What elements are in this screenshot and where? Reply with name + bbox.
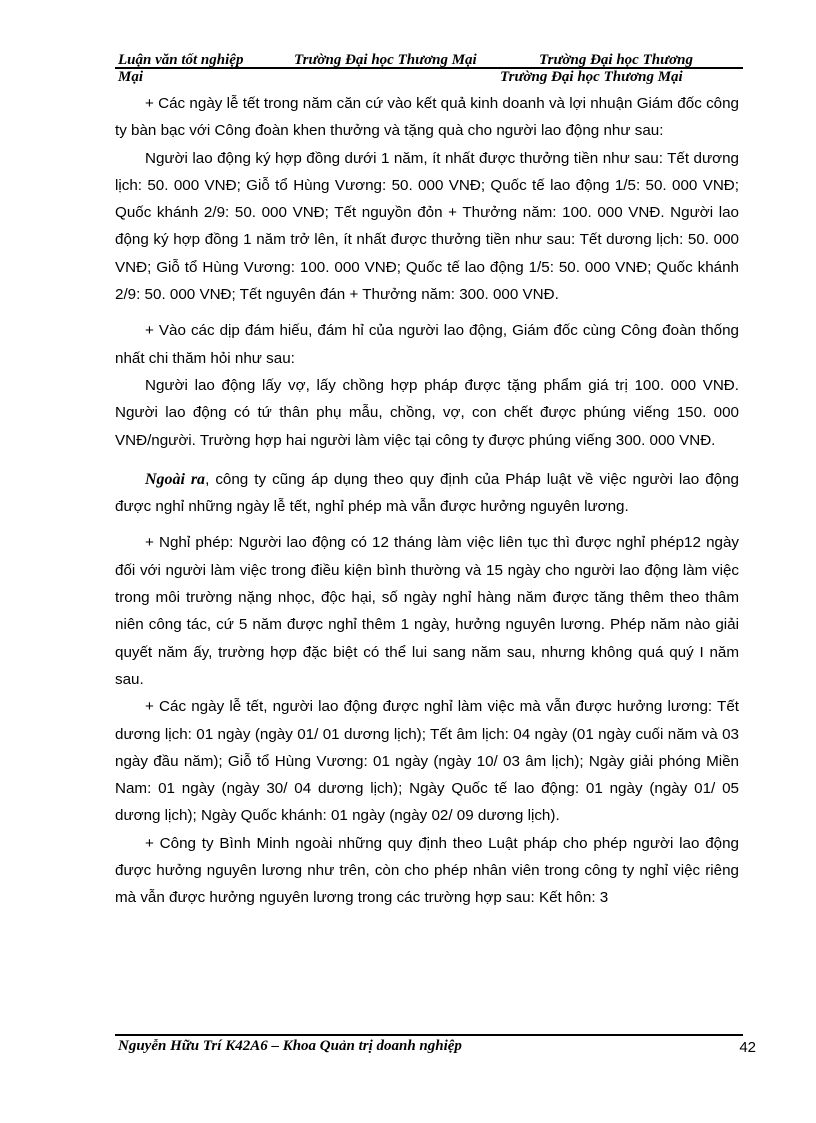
page-body bbox=[115, 90, 739, 912]
header-continuation: Mại bbox=[118, 69, 144, 85]
paragraph-personal-leave: + Công ty Bình Minh ngoài những quy định theo Luật pháp cho phép người lao động được hưởng nguyên lương như trên, còn cho phép nhân viên trong công ty nghỉ việc riêng mà vẫn được hưởng nguyên lương trong các trường hợp sau: Kết hôn: 3 bbox=[115, 834, 739, 907]
paragraph-condolence-intro: + Vào các dịp đám hiếu, đám hỉ của người lao động, Giám đốc cùng Công đoàn thống nhất chi thăm hỏi như sau: bbox=[115, 322, 739, 367]
paragraph-condolence-amounts: Người lao động lấy vợ, lấy chồng hợp pháp được tặng phẩm giá trị 100. 000 VNĐ. Người lao động có tứ thân phụ mẫu, chồng, vợ, con chết được phúng viếng 150. 000 VNĐ/người. Trường hợp hai người làm việc tại công ty được phúng viếng 300. 000 VNĐ. bbox=[115, 376, 739, 449]
header-university-2: Trường Đại học Thương bbox=[539, 52, 693, 68]
header-thesis-label: Luận văn tốt nghiệp bbox=[118, 52, 244, 68]
paragraph-text: , công ty cũng áp dụng theo quy định của Pháp luật về việc người lao động được nghỉ những ngày lễ tết, nghỉ phép mà vẫn được hưởng nguyên lương. bbox=[115, 470, 740, 516]
paragraph-public-holidays: + Các ngày lễ tết, người lao động được nghỉ làm việc mà vẫn được hưởng lương: Tết dương lịch: 01 ngày (ngày 01/ 01 dương lịch); Tết âm lịch: 04 ngày (01 ngày cuối năm và 03 ngày đầu năm); Giỗ tổ Hùng Vương: 01 ngày (ngày 10/ 03 âm lịch); Ngày giải phóng Miền Nam: 01 ngày (ngày 30/ 04 dương lịch); Ngày Quốc tế lao động: 01 ngày (ngày 01/ 05 dương lịch); Ngày Quốc khánh: 01 ngày (ngày 02/ 09 dương lịch). bbox=[115, 698, 739, 825]
paragraph-holiday-bonus-intro: + Các ngày lễ tết trong năm căn cứ vào kết quả kinh doanh và lợi nhuận Giám đốc công ty bàn bạc với Công đoàn khen thưởng và tặng quà cho người lao động như sau: bbox=[115, 95, 739, 140]
paragraph-bonus-amounts: Người lao động ký hợp đồng dưới 1 năm, ít nhất được thưởng tiền như sau: Tết dương lịch: 50. 000 VNĐ; Giỗ tổ Hùng Vương: 50. 000 VNĐ; Quốc tế lao động 1/5: 50. 000 VNĐ; Quốc khánh 2/9: 50. 000 VNĐ; Tết nguyồn đỏn + Thưởng năm: 100. 000 VNĐ. Người lao động ký hợp đồng 1 năm trở lên, ít nhất được thưởng tiền như sau: Tết dương lịch: 50. 000 VNĐ; Giỗ tổ Hùng Vương: 100. 000 VNĐ; Quốc tế lao động 1/5: 50. 000 VNĐ; Quốc khánh 2/9: 50. 000 VNĐ; Tết nguyên đán + Thưởng năm: 300. 000 VNĐ. bbox=[115, 149, 739, 304]
footer-author: Nguyễn Hữu Trí K42A6 – Khoa Quản trị doanh nghiệp bbox=[118, 1038, 462, 1054]
header-university-3: Trường Đại học Thương Mại bbox=[500, 69, 683, 85]
paragraph-annual-leave: + Nghỉ phép: Người lao động có 12 tháng làm việc liên tục thì được nghỉ phép12 ngày đối với người làm việc trong điều kiện bình thường và 15 ngày cho người lao động làm việc trong môi trường nặng nhọc, độc hại, số ngày nghỉ hàng năm được tăng thêm theo thâm niên công tác, cứ 5 năm được nghỉ thêm 1 ngày, hưởng nguyên lương. Phép năm nào giải quyết năm ấy, trường hợp đặc biệt có thể lui sang năm sau, nhưng không quá quý I năm sau. bbox=[115, 534, 739, 688]
page-number: 42 bbox=[739, 1039, 756, 1056]
lead-phrase: Ngoài ra bbox=[145, 470, 206, 488]
header-university-1: Trường Đại học Thương Mại bbox=[294, 52, 477, 68]
footer-rule bbox=[115, 1034, 743, 1036]
paragraph-legal-leave bbox=[115, 466, 739, 521]
